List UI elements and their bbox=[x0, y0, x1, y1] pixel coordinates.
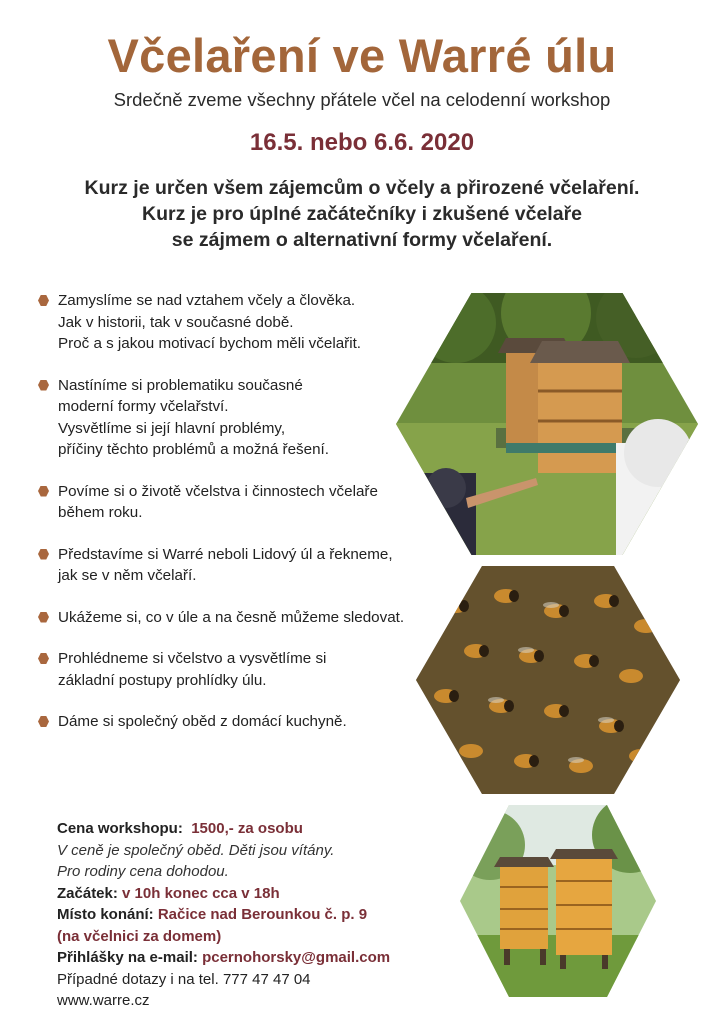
photo-bees-comb bbox=[416, 566, 680, 794]
list-item-line: moderní formy včelařství. bbox=[58, 398, 229, 415]
list-item-line: jak se v něm včelaří. bbox=[58, 567, 197, 584]
subtitle: Srdečně zveme všechny přátele včel na celodenní workshop bbox=[113, 89, 611, 110]
photo-warre-hives bbox=[460, 805, 656, 997]
phone-text: Případné dotazy i na tel. 777 47 47 04 bbox=[57, 970, 311, 988]
photo-beehives-garden bbox=[396, 293, 698, 555]
hexagon-bullet-icon bbox=[38, 612, 49, 623]
list-item bbox=[38, 375, 438, 461]
hexagon-bullet-icon bbox=[38, 653, 49, 664]
start-value: v 10h konec cca v 18h bbox=[122, 884, 280, 902]
page-title: Včelaření ve Warré úlu bbox=[107, 29, 617, 82]
beehives-garden-illustration bbox=[396, 293, 698, 555]
place-value: Račice nad Berounkou č. p. 9 bbox=[157, 906, 368, 923]
list-item-line: Prohlédneme si včelstvo a vysvětlíme si bbox=[58, 650, 327, 667]
price-row bbox=[57, 818, 477, 840]
warre-hives-illustration bbox=[460, 805, 656, 997]
program-list bbox=[38, 290, 438, 753]
list-item-line: během roku. bbox=[58, 504, 143, 521]
workshop-info bbox=[57, 818, 477, 1012]
list-item-line: Proč a s jakou motivací bychom měli včelařit. bbox=[58, 335, 362, 352]
bees-comb-illustration bbox=[416, 566, 680, 794]
intro-line: Kurz je určen všem zájemcům o včely a přirozené včelaření. bbox=[84, 177, 640, 199]
price-value: 1500,- za osobu bbox=[191, 820, 303, 837]
list-item bbox=[38, 607, 438, 629]
list-item-line: Dáme si společný oběd z domácí kuchyně. bbox=[58, 713, 347, 730]
start-label: Začátek: bbox=[57, 884, 118, 902]
signup-label: Přihlášky na e-mail: bbox=[57, 949, 198, 966]
list-item-line: Povíme si o životě včelstva i činnostech včelaře bbox=[58, 482, 378, 500]
list-item-line: Jak v historii, tak v současné době. bbox=[58, 313, 294, 331]
hexagon-bullet-icon bbox=[38, 380, 49, 391]
intro-line: Kurz je pro úplné začátečníky i zkušené včelaře bbox=[141, 203, 583, 225]
price-label: Cena workshopu: bbox=[57, 820, 183, 837]
hexagon-bullet-icon bbox=[38, 549, 49, 560]
list-item-line: Zamyslíme se nad vztahem včely a člověka. bbox=[58, 292, 356, 309]
list-item-line: Nastíníme si problematiku současné bbox=[58, 376, 303, 394]
place-row bbox=[57, 904, 477, 926]
event-dates: 16.5. nebo 6.6. 2020 bbox=[249, 129, 475, 156]
list-item-line: základní postupy prohlídky úlu. bbox=[58, 671, 267, 689]
list-item bbox=[38, 481, 438, 524]
family-note: Pro rodiny cena dohodou. bbox=[57, 863, 229, 880]
place-label: Místo konání: bbox=[57, 906, 154, 923]
website-link[interactable]: www.warre.cz bbox=[57, 992, 150, 1009]
list-item bbox=[38, 711, 438, 733]
hexagon-bullet-icon bbox=[38, 716, 49, 727]
signup-email[interactable]: pcernohorsky@gmail.com bbox=[202, 949, 391, 966]
list-item-line: Vysvětlíme si její hlavní problémy, bbox=[58, 419, 286, 437]
list-item-line: Představíme si Warré neboli Lidový úl a řekneme, bbox=[58, 545, 393, 563]
signup-row bbox=[57, 947, 477, 969]
list-item-line: příčiny těchto problémů a možná řešení. bbox=[58, 441, 329, 458]
intro-line: se zájmem o alternativní formy včelaření. bbox=[171, 229, 553, 251]
hexagon-bullet-icon bbox=[38, 295, 49, 306]
list-item bbox=[38, 648, 438, 691]
price-note: V ceně je společný oběd. Děti jsou vítány. bbox=[57, 841, 335, 859]
place-note: (na včelnici za domem) bbox=[57, 927, 222, 945]
list-item bbox=[38, 544, 438, 587]
intro-text bbox=[0, 175, 724, 253]
list-item-line: Ukážeme si, co v úle a na česně můžeme sledovat. bbox=[58, 608, 405, 626]
start-row bbox=[57, 883, 477, 905]
list-item bbox=[38, 290, 438, 355]
hexagon-bullet-icon bbox=[38, 486, 49, 497]
